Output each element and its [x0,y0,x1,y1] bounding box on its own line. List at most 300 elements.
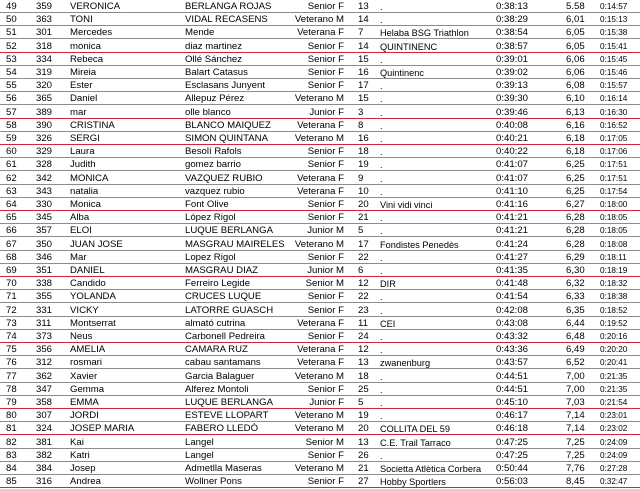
time-gap-cell: 0:16:52 [600,120,628,130]
category-position-cell: 22 [358,291,369,303]
table-row [0,437,640,449]
category-position-cell: 6 [358,265,364,276]
pace-cell: 6,27 [566,199,585,210]
position-cell: 56 [6,93,17,105]
position-cell: 82 [6,436,17,448]
finish-time-cell: 0:39:02 [496,67,529,78]
table-row [0,199,640,211]
time-gap-cell: 0:18:38 [600,292,628,302]
first-name-cell: Josep [70,463,96,474]
category-cell: Senior M [305,436,344,448]
surname-cell: MASGRAU DIAZ [185,265,259,276]
category-cell: Senior F [307,331,344,342]
pace-cell: 6,25 [566,185,585,197]
pace-cell: 6,48 [566,331,585,342]
time-gap-cell: 0:15:41 [600,41,628,51]
position-cell: 64 [6,199,17,210]
first-name-cell: DANIEL [70,265,105,276]
club-cell: Societta Atlètica Corbera [380,464,482,474]
category-position-cell: 19 [358,159,369,171]
category-position-cell: 26 [358,449,369,461]
category-cell: Senior F [307,476,344,488]
category-cell: Senior F [307,67,344,78]
category-position-cell: 5 [358,225,364,237]
club-cell: Vini vidi vinci [380,200,433,210]
category-cell: Senior F [307,40,344,52]
bib-cell: 343 [36,185,53,197]
bib-cell: 359 [36,1,53,12]
surname-cell: LUQUE BERLANGA [185,397,273,408]
table-row [0,225,640,237]
club-cell: . [380,305,383,316]
surname-cell: BERLANGA ROJAS [185,1,272,12]
first-name-cell: mar [70,106,87,118]
position-cell: 66 [6,225,17,237]
bib-cell: 373 [36,331,53,342]
position-cell: 67 [6,238,17,250]
finish-time-cell: 0:38:29 [496,14,529,26]
pace-cell: 6,49 [566,344,585,356]
time-gap-cell: 0:14:57 [600,2,628,11]
position-cell: 49 [6,1,17,12]
table-row [0,186,640,198]
surname-cell: Ollé Sánchez [185,53,243,65]
position-cell: 53 [6,53,17,65]
time-gap-cell: 0:18:05 [600,226,628,236]
category-cell: Veterana F [297,119,344,131]
position-cell: 60 [6,146,17,158]
pace-cell: 6,18 [566,133,585,144]
position-cell: 81 [6,423,17,435]
position-cell: 78 [6,383,17,395]
first-name-cell: monica [70,40,101,52]
table-row [0,146,640,158]
position-cell: 72 [6,304,17,316]
category-position-cell: 10 [358,185,369,197]
category-cell: Senior F [307,291,344,303]
pace-cell: 6,05 [566,40,585,52]
club-cell: . [380,345,383,356]
bib-cell: 390 [36,119,53,131]
pace-cell: 8,45 [566,476,585,488]
time-gap-cell: 0:15:46 [600,68,628,77]
finish-time-cell: 0:41:16 [496,199,529,210]
pace-cell: 6,18 [566,146,585,158]
position-cell: 69 [6,265,17,276]
category-cell: Veterano M [294,133,344,144]
table-row [0,41,640,53]
bib-cell: 326 [36,133,53,144]
position-cell: 71 [6,291,17,303]
surname-cell: vazquez rubio [185,185,245,197]
first-name-cell: Andrea [70,476,101,488]
bib-cell: 384 [36,463,53,474]
time-gap-cell: 0:18:11 [600,252,627,262]
club-cell: . [380,147,383,158]
first-name-cell: AMELIA [70,344,106,356]
category-cell: Veterana F [297,357,344,369]
finish-time-cell: 0:41:35 [496,265,529,276]
surname-cell: cabau santamans [185,357,261,369]
category-cell: Junior F [309,397,344,408]
table-row [0,318,640,330]
category-cell: Veterano M [294,423,344,435]
table-row [0,159,640,171]
table-row [0,410,640,422]
time-gap-cell: 0:23:02 [600,424,628,434]
club-cell: . [380,160,383,171]
pace-cell: 6,32 [566,278,585,290]
category-position-cell: 9 [358,172,364,184]
finish-time-cell: 0:41:07 [496,159,529,171]
position-cell: 74 [6,331,17,342]
finish-time-cell: 0:47:25 [496,436,529,448]
category-cell: Senior F [307,146,344,158]
category-position-cell: 23 [358,304,369,316]
bib-cell: 329 [36,146,53,158]
pace-cell: 6,44 [566,317,585,329]
pace-cell: 6,06 [566,53,585,65]
time-gap-cell: 0:24:09 [600,437,628,447]
club-cell: Quintinenc [380,68,424,78]
club-cell: . [380,332,383,342]
first-name-cell: Ester [70,80,93,92]
first-name-cell: VICKY [70,304,99,316]
pace-cell: 7,14 [566,410,585,422]
pace-cell: 5.58 [566,1,585,12]
first-name-cell: YOLANDA [70,291,116,303]
club-cell: C.E. Trail Tarraco [380,437,451,448]
time-gap-cell: 0:27:28 [600,464,628,473]
pace-cell: 6,29 [566,251,585,263]
bib-cell: 345 [36,212,53,224]
category-cell: Veterano M [294,463,344,474]
time-gap-cell: 0:17:06 [600,147,628,157]
pace-cell: 7,14 [566,423,585,435]
position-cell: 73 [6,317,17,329]
category-cell: Senior F [307,212,344,224]
surname-cell: Esclasans Junyent [185,80,265,92]
category-position-cell: 16 [358,133,369,144]
pace-cell: 6,08 [566,80,585,92]
bib-cell: 320 [36,80,53,92]
bib-cell: 318 [36,40,53,52]
finish-time-cell: 0:45:10 [496,397,529,408]
time-gap-cell: 0:17:54 [600,186,628,196]
surname-cell: Lopez Rigol [185,251,236,263]
position-cell: 61 [6,159,17,171]
first-name-cell: TONI [70,14,93,26]
surname-cell: ESTEVE LLOPART [185,410,269,422]
position-cell: 70 [6,278,17,290]
category-position-cell: 18 [358,146,369,158]
category-position-cell: 8 [358,119,364,131]
surname-cell: Allepuz Pérez [185,93,245,105]
pace-cell: 7,00 [566,383,585,395]
surname-cell: LUQUE BERLANGA [185,225,273,237]
surname-cell: Admetlla Maseras [185,463,262,474]
position-cell: 59 [6,133,17,144]
finish-time-cell: 0:41:24 [496,238,529,250]
club-cell: . [380,411,383,422]
position-cell: 55 [6,80,17,92]
finish-time-cell: 0:43:08 [496,317,529,329]
bib-cell: 311 [36,317,52,329]
club-cell: . [380,371,383,382]
finish-time-cell: 0:41:27 [496,251,529,263]
first-name-cell: rosmari [70,357,102,369]
category-position-cell: 21 [358,463,369,474]
category-cell: Junior M [307,265,344,276]
first-name-cell: JORDI [70,410,99,422]
bib-cell: 358 [36,397,53,408]
category-cell: Veterana F [297,185,344,197]
surname-cell: MASGRAU MAIRELES [185,238,285,250]
category-cell: Senior F [307,199,344,210]
category-cell: Junior M [307,225,344,237]
bib-cell: 331 [36,304,53,316]
table-row [0,239,640,251]
surname-cell: LATORRE GUASCH [185,304,274,316]
pace-cell: 7,03 [566,397,585,408]
finish-time-cell: 0:40:22 [496,146,529,158]
position-cell: 57 [6,106,17,118]
table-row [0,107,640,119]
category-cell: Veterano M [294,93,344,105]
first-name-cell: MONICA [70,172,109,184]
surname-cell: VAZQUEZ RUBIO [185,172,263,184]
surname-cell: Langel [185,449,214,461]
category-position-cell: 19 [358,410,369,422]
category-position-cell: 14 [358,40,369,52]
finish-time-cell: 0:38:57 [496,40,529,52]
category-cell: Senior M [305,278,344,290]
time-gap-cell: 0:17:51 [600,160,628,170]
bib-cell: 342 [36,172,53,184]
time-gap-cell: 0:21:35 [600,384,628,394]
table-row [0,265,640,277]
finish-time-cell: 0:47:25 [496,449,529,461]
surname-cell: SIMON QUINTANA [185,133,268,144]
finish-time-cell: 0:50:44 [496,463,529,474]
club-cell: . [380,94,383,105]
surname-cell: Ferreiro Legide [185,278,251,290]
category-cell: Senior F [307,251,344,263]
club-cell: . [380,213,383,224]
position-cell: 63 [6,185,17,197]
position-cell: 75 [6,344,17,356]
bib-cell: 330 [36,199,53,210]
category-cell: Senior F [307,304,344,316]
first-name-cell: Katri [70,449,90,461]
pace-cell: 6,30 [566,265,585,276]
finish-time-cell: 0:38:13 [496,1,529,12]
bib-cell: 346 [36,251,53,263]
finish-time-cell: 0:43:36 [496,344,529,356]
finish-time-cell: 0:41:21 [496,212,529,224]
time-gap-cell: 0:18:08 [600,239,628,249]
time-gap-cell: 0:18:52 [600,305,628,315]
club-cell: . [380,15,383,26]
category-cell: Veterana F [297,27,344,39]
finish-time-cell: 0:41:21 [496,225,529,237]
pace-cell: 6,06 [566,67,585,78]
time-gap-cell: 0:15:57 [600,81,628,91]
club-cell: . [380,384,383,395]
finish-time-cell: 0:41:07 [496,172,529,184]
table-row [0,93,640,105]
pace-cell: 6,16 [566,119,585,131]
surname-cell: diaz martinez [185,40,243,52]
first-name-cell: SERGI [70,133,100,144]
category-cell: Veterano M [294,14,344,26]
time-gap-cell: 0:24:09 [600,450,628,460]
table-row [0,1,640,13]
surname-cell: Langel [185,436,214,448]
table-row [0,54,640,66]
category-position-cell: 21 [358,212,369,224]
category-cell: Veterana F [297,172,344,184]
category-position-cell: 22 [358,251,369,263]
bib-cell: 319 [36,67,53,78]
pace-cell: 6,52 [566,357,585,369]
pace-cell: 7,25 [566,449,585,461]
finish-time-cell: 0:38:54 [496,27,529,39]
surname-cell: Font Olive [185,199,229,210]
table-row [0,80,640,92]
pace-cell: 6,25 [566,159,585,171]
surname-cell: FABERO LLEDÓ [185,423,259,435]
position-cell: 50 [6,14,17,26]
category-cell: Veterana F [297,344,344,356]
category-position-cell: 18 [358,370,369,382]
surname-cell: Besolí Rafols [185,146,242,158]
surname-cell: CAMARA RUZ [185,344,248,356]
time-gap-cell: 0:20:20 [600,345,628,355]
finish-time-cell: 0:39:01 [496,53,529,65]
club-cell: DIR [380,279,396,290]
bib-cell: 347 [36,383,53,395]
bib-cell: 356 [36,344,53,356]
first-name-cell: Neus [70,331,93,342]
category-cell: Veterana F [297,317,344,329]
table-row [0,173,640,185]
time-gap-cell: 0:18:19 [600,266,628,275]
first-name-cell: Daniel [70,93,98,105]
category-cell: Veterano M [294,238,344,250]
club-cell: . [380,107,383,118]
category-position-cell: 13 [358,1,369,12]
category-cell: Senior F [307,159,344,171]
first-name-cell: Montserrat [70,317,116,329]
first-name-cell: JOSEP MARIA [70,423,135,435]
finish-time-cell: 0:44:51 [496,383,529,395]
category-cell: Senior F [307,1,344,12]
time-gap-cell: 0:18:32 [600,279,628,289]
category-position-cell: 16 [358,67,369,78]
bib-cell: 316 [36,476,53,488]
club-cell: COLLITA DEL 59 [380,424,450,435]
table-row [0,252,640,264]
finish-time-cell: 0:41:48 [496,278,529,290]
club-cell: CEI [380,318,396,329]
table-row [0,278,640,290]
time-gap-cell: 0:15:13 [600,15,628,25]
first-name-cell: VERONICA [70,1,121,12]
position-cell: 77 [6,370,17,382]
table-row [0,133,640,145]
position-cell: 68 [6,251,17,263]
table-row [0,384,640,396]
finish-time-cell: 0:41:54 [496,291,529,303]
first-name-cell: natalia [70,185,99,197]
position-cell: 52 [6,40,17,52]
club-cell: . [380,54,383,65]
table-row [0,305,640,317]
first-name-cell: Mireia [70,67,97,78]
club-cell: zwanenburg [380,358,431,369]
club-cell: . [380,81,383,92]
club-cell: . [380,252,383,263]
finish-time-cell: 0:43:57 [496,357,529,369]
time-gap-cell: 0:17:51 [600,173,628,183]
bib-cell: 312 [36,357,53,369]
surname-cell: gomez barrio [185,159,241,171]
bib-cell: 301 [36,27,53,39]
category-position-cell: 27 [358,476,369,488]
finish-time-cell: 0:39:30 [496,93,529,105]
pace-cell: 6,28 [566,212,585,224]
table-row [0,14,640,26]
table-row [0,67,640,79]
surname-cell: olle blanco [185,106,231,118]
time-gap-cell: 0:19:52 [600,318,628,328]
category-position-cell: 5 [358,397,364,408]
table-row [0,476,640,488]
surname-cell: VIDAL RECASENS [185,14,268,26]
first-name-cell: Mar [70,251,87,263]
first-name-cell: Gemma [70,383,105,395]
club-cell: . [380,2,383,12]
category-position-cell: 13 [358,357,369,369]
pace-cell: 6,05 [566,27,585,39]
position-cell: 58 [6,119,17,131]
time-gap-cell: 0:18:00 [600,200,628,209]
category-position-cell: 12 [358,344,369,356]
finish-time-cell: 0:46:18 [496,423,529,435]
pace-cell: 6,33 [566,291,585,303]
club-cell: . [380,398,383,408]
category-cell: Veterano M [294,370,344,382]
time-gap-cell: 0:21:54 [600,398,628,407]
surname-cell: Balart Catasus [185,67,248,78]
pace-cell: 7,25 [566,436,585,448]
bib-cell: 334 [36,53,53,65]
club-cell: . [380,134,383,144]
bib-cell: 365 [36,93,53,105]
finish-time-cell: 0:40:08 [496,119,529,131]
surname-cell: CRUCES LUQUE [185,291,262,303]
time-gap-cell: 0:16:30 [600,107,628,117]
pace-cell: 6,10 [566,93,585,105]
bib-cell: 324 [36,423,53,435]
pace-cell: 6,35 [566,304,585,316]
pace-cell: 6,25 [566,172,585,184]
finish-time-cell: 0:46:17 [496,410,529,422]
bib-cell: 357 [36,225,53,237]
category-position-cell: 17 [358,80,369,92]
time-gap-cell: 0:18:05 [600,213,628,223]
